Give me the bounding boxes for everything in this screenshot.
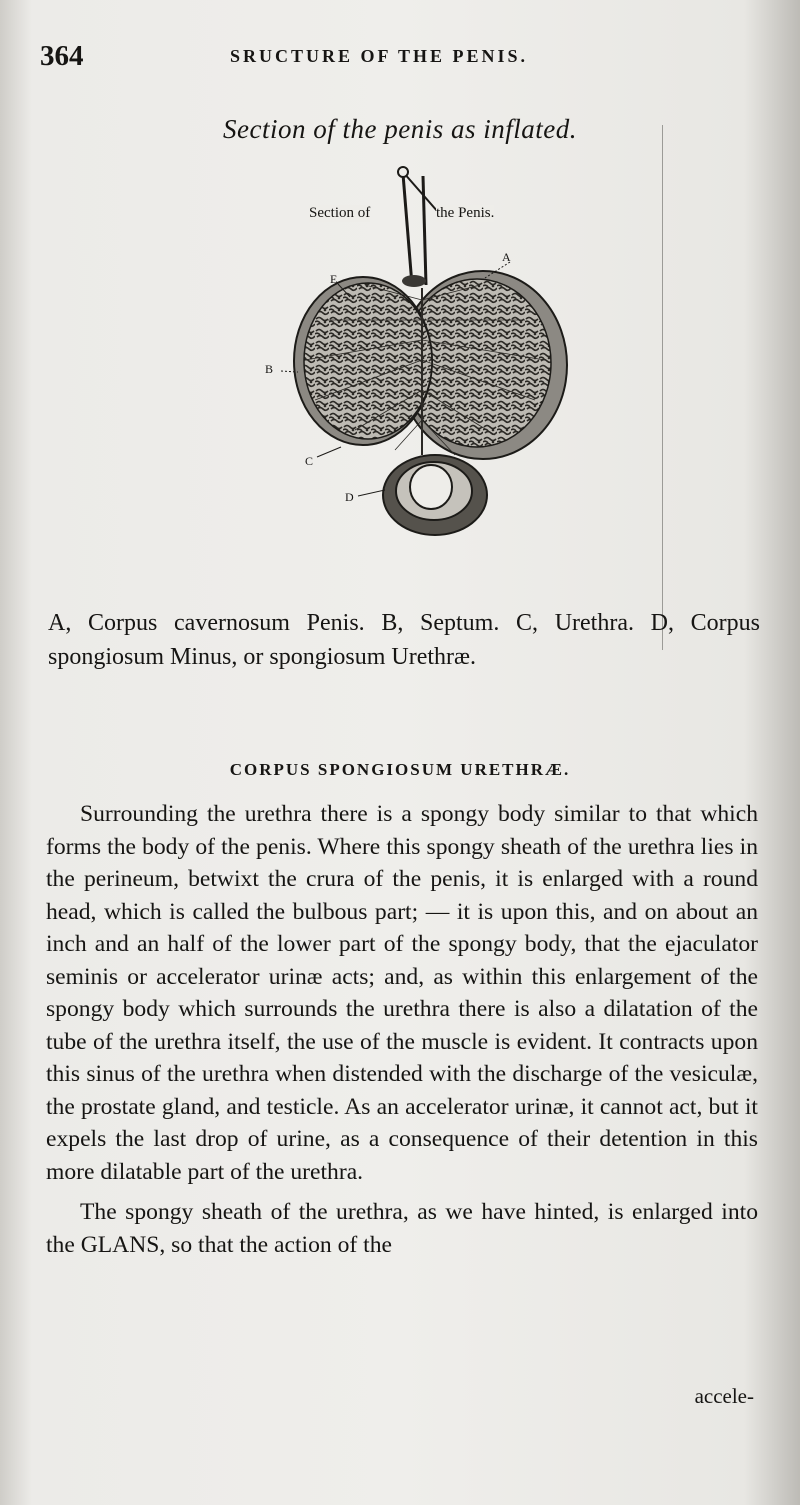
figure-caption-right: the Penis. xyxy=(436,205,495,221)
figure-letter-d: D xyxy=(345,490,354,504)
paragraph: The spongy sheath of the urethra, as we have hinted, is enlarged into the GLANS, so that the action of the xyxy=(46,1199,758,1258)
figure-legend: A, Corpus cavernosum Penis. B, Septum. C, Urethra. D, Corpus spongiosum Minus, or spongiosum Urethræ. xyxy=(48,610,760,670)
figure-letter-e: E xyxy=(330,272,338,286)
penis-section-illustration xyxy=(245,160,585,555)
figure-letter-c: C xyxy=(305,454,314,468)
catchword: accele- xyxy=(694,1384,754,1408)
figure-caption-left: Section of xyxy=(309,205,371,221)
running-head-title: SRUCTURE OF THE PENIS. xyxy=(230,46,529,66)
anatomical-figure xyxy=(245,160,585,555)
running-head xyxy=(40,40,740,80)
figure-letter-a: A xyxy=(502,250,511,264)
page-number: 364 xyxy=(40,40,84,72)
margin-rule xyxy=(662,125,663,650)
body-text xyxy=(46,798,758,1261)
paragraph: Surrounding the urethra there is a spongy body similar to that which forms the body of the penis. Where this spongy sheath of the urethra lies in the perineum, betwixt the crura of the penis, it is enlarged with a round head, which is called the bulbous part; — it is upon this, and on about an inch and an half of the lower part of the spongy body, that the ejaculator seminis or accelerator urinæ acts; and, as within this enlargement of the spongy body which surrounds the urethra there is also a dilatation of the tube of the urethra itself, the use of the muscle is evident. It contracts upon this sinus of the urethra when distended with the discharge of the vesiculæ, the prostate gland, and testicle. As an accelerator urinæ, it cannot act, but it expels the last drop of urine, as a consequence of their detention in this more dilatable part of the urethra. xyxy=(46,801,758,1185)
plate-title: Section of the penis as inflated. xyxy=(223,114,577,144)
section-heading: CORPUS SPONGIOSUM URETHRÆ. xyxy=(229,760,571,779)
figure-letter-b: B xyxy=(265,362,274,376)
